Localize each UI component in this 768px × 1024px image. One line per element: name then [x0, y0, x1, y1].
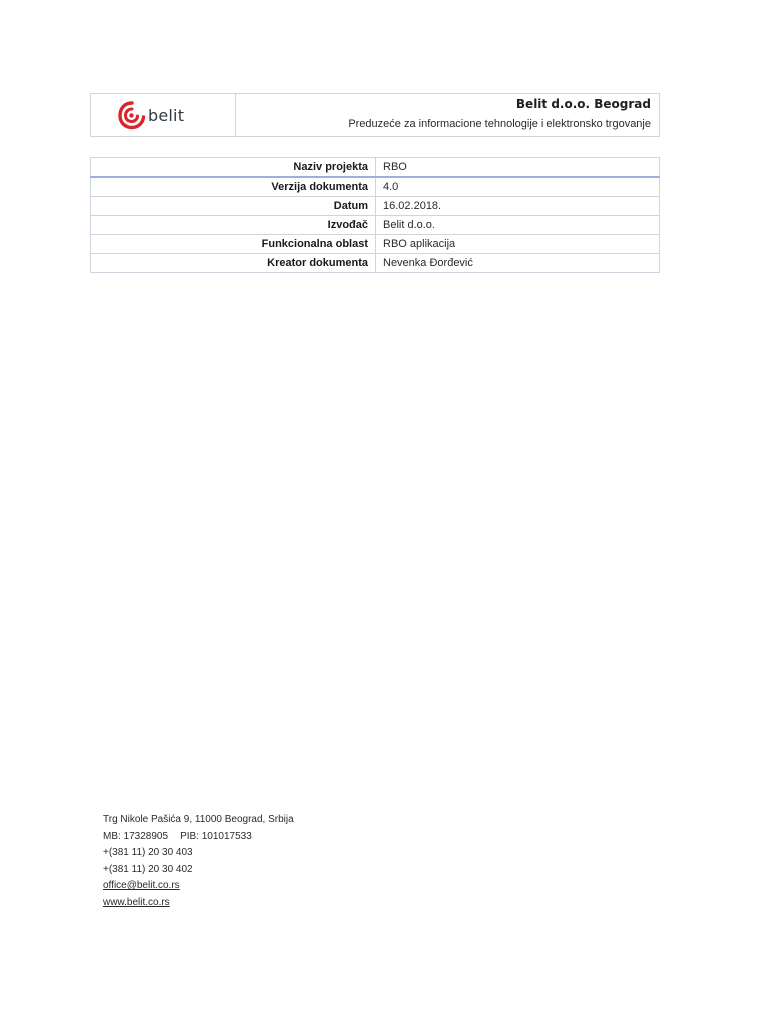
- company-tagline: Preduzeće za informacione tehnologije i elektronsko trgovanje: [348, 118, 651, 130]
- company-name: Belit d.o.o. Beograd: [515, 97, 651, 111]
- row-value: 4.0: [376, 177, 660, 197]
- footer-website-line: [103, 895, 294, 912]
- company-info-cell: [236, 94, 659, 136]
- belit-swirl-logo-icon: [118, 100, 146, 130]
- table-row: [91, 216, 660, 235]
- table-row: [91, 177, 660, 197]
- row-value: 16.02.2018.: [376, 197, 660, 216]
- footer-registration: [103, 829, 294, 846]
- belit-logo: [118, 100, 184, 130]
- document-header: [90, 93, 660, 137]
- footer-contact: [103, 812, 294, 911]
- row-label: Datum: [91, 197, 376, 216]
- email-link[interactable]: office@belit.co.rs: [103, 880, 180, 891]
- table-row: [91, 158, 660, 178]
- footer-email-line: [103, 878, 294, 895]
- row-value: Nevenka Đorđević: [376, 254, 660, 273]
- table-row: [91, 254, 660, 273]
- document-info-table: [90, 157, 660, 273]
- row-value: RBO: [376, 158, 660, 178]
- row-label: Izvođač: [91, 216, 376, 235]
- row-label: Naziv projekta: [91, 158, 376, 178]
- footer-phone-2: +(381 11) 20 30 402: [103, 863, 193, 875]
- table-row: [91, 235, 660, 254]
- row-label: Kreator dokumenta: [91, 254, 376, 273]
- footer-phone-1: +(381 11) 20 30 403: [103, 847, 193, 858]
- row-label: Verzija dokumenta: [91, 177, 376, 197]
- row-label: Funkcionalna oblast: [91, 235, 376, 254]
- logo-cell: [91, 94, 236, 136]
- row-value: Belit d.o.o.: [376, 216, 660, 235]
- footer-address: Trg Nikole Pašića 9, 11000 Beograd, Srbija: [103, 814, 294, 825]
- logo-wordmark: belit: [148, 105, 185, 125]
- row-value: RBO aplikacija: [376, 235, 660, 254]
- table-row: [91, 197, 660, 216]
- website-link[interactable]: www.belit.co.rs: [103, 896, 170, 908]
- footer-mb: MB: 17328905: [103, 830, 169, 842]
- footer-pib: PIB: 101017533: [180, 830, 252, 842]
